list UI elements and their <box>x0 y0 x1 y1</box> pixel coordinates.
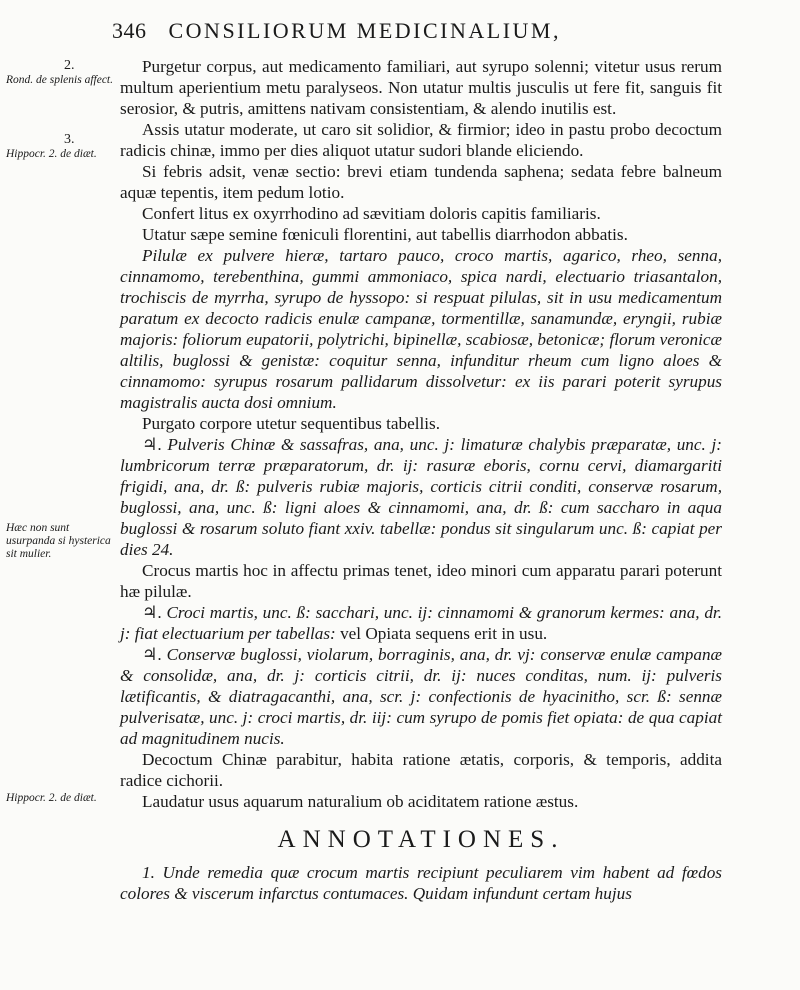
margin-note-text: Hippocr. 2. de diæt. <box>6 148 97 160</box>
recipe-text: Pulveris Chinæ & sassafras, ana, unc. j: limaturæ chalybis præparatæ, unc. j: lumbricorum terræ præparatorum, dr. ij: rasuræ eboris, cornu cervi, diamargariti frigidi, ana, dr. ß: pulveris rubiæ majoris, corticis citrii conditi, conservæ rosarum, buglossi, ana, unc. ß: ligni aloes & cinnamomi, ana, dr. ß: cum saccharo in aqua buglossi & rosarum soluto fiant xxiv. tabellæ: pondus sit singularum unc. ß: capiat per dies 24. <box>120 435 722 559</box>
margin-note-text: Hippocr. 2. de diæt. <box>6 792 97 804</box>
recipe-paragraph <box>120 434 722 560</box>
paragraph: Si febris adsit, venæ sectio: brevi etiam tundenda saphena; sedata febre balneum aquæ tepentis, item pedum lotio. <box>120 162 722 202</box>
paragraph: Laudatur usus aquarum naturalium ob aciditatem ratione æstus. <box>142 792 579 811</box>
margin-note-1 <box>6 58 114 87</box>
recipe-paragraph: Pilulæ ex pulvere hieræ, tartaro pauco, croco martis, agarico, rheo, senna, cinnamomo, terebenthina, gummi ammoniaco, spica nardi, electuario triasantalon, trochiscis de myrrha, syrupo de hyssopo: si respuat pilulas, sit in usu medicamentum paratum ex decocto radicis enulæ campanæ, tormentillæ, sanamundæ, eryngii, rubiæ majoris: foliorum eupatorii, polytrichi, bipinellæ, scabiosæ, betonicæ; florum veronicæ altilis, buglossi & genistæ: coquitur senna, infunditur rheum cum ligno aloes & cinnamomo: syrupus rosarum pallidarum dissolvetur: ex iis parari poterit syrupus magistralis aucta dosi omnium. <box>120 246 722 412</box>
margin-note-4 <box>6 792 114 805</box>
margin-note-number: 2. <box>64 58 75 73</box>
paragraph: Confert litus ex oxyrrhodino ad sævitiam doloris capitis familiaris. <box>142 204 601 223</box>
paragraph: Purgato corpore utetur sequentibus tabellis. <box>142 414 441 433</box>
recipe-symbol: ♃. <box>142 603 162 622</box>
recipe-text-upright: vel Opiata sequens erit in usu. <box>340 624 548 643</box>
margin-note-3 <box>6 522 114 561</box>
annotation-text: 1. Unde remedia quæ crocum martis recipiunt peculiarem vim habent ad fœdos colores & viscerum infarctus contumaces. Quidam infundunt certam hujus <box>120 863 722 903</box>
recipe-text: Conservæ buglossi, violarum, borraginis, ana, dr. vj: conservæ enulæ campanæ & consolidæ, ana, dr. j: corticis citrii, dr. ij: nuces conditas, num. ij: pulveris lætificantis, & diatragacanthi, ana, scr. j: confectionis de hyacinitho, scr. ß: sennæ pulverisatæ, unc. j: croci martis, dr. iij: cum syrupo de pomis fiet opiata: de qua capiat ad magnitudinem nucis. <box>120 645 723 748</box>
recipe-symbol: ♃. <box>142 645 162 664</box>
paragraph: Assis utatur moderate, ut caro sit solidior, & firmior; ideo in pastu probo decoctum radicis chinæ, immo per dies aliquot utatur sudori blande eliciendo. <box>120 120 722 160</box>
margin-note-text: Rond. de splenis affect. <box>6 74 113 86</box>
recipe-paragraph <box>120 644 722 749</box>
paragraph: Crocus martis hoc in affectu primas tenet, ideo minori cum apparatu parari poterunt hæ pilulæ. <box>120 561 722 601</box>
page-header <box>112 18 672 44</box>
page-number: 346 <box>112 18 147 43</box>
paragraph: Decoctum Chinæ parabitur, habita ratione ætatis, corporis, & temporis, addita radice cichorii. <box>120 750 722 790</box>
margin-note-text: Hæc non sunt usurpanda si hysterica sit mulier. <box>6 522 111 560</box>
running-title: CONSILIORUM MEDICINALIUM, <box>168 18 561 43</box>
margin-note-2 <box>6 132 114 161</box>
recipe-paragraph <box>120 602 722 644</box>
margin-note-number: 3. <box>64 132 75 147</box>
main-text <box>120 56 722 904</box>
annotations-heading: ANNOTATIONES. <box>277 826 565 853</box>
recipe-text: Croci martis, unc. ß: sacchari, unc. ij: cinnamomi & granorum kermes: ana, dr. j: fiat electuarium per tabellas: <box>120 603 722 643</box>
paragraph: Utatur sæpe semine fœniculi florentini, aut tabellis diarrhodon abbatis. <box>142 225 628 244</box>
recipe-symbol: ♃. <box>142 435 162 454</box>
paragraph: Purgetur corpus, aut medicamento familiari, aut syrupo solenni; vitetur usus rerum multum aperientium metu paralyseos. Non utatur multis jusculis ut fere fit, sanguis fit serosior, & putris, amittens nativam consistentiam, & alendo inutilis est. <box>120 57 722 118</box>
